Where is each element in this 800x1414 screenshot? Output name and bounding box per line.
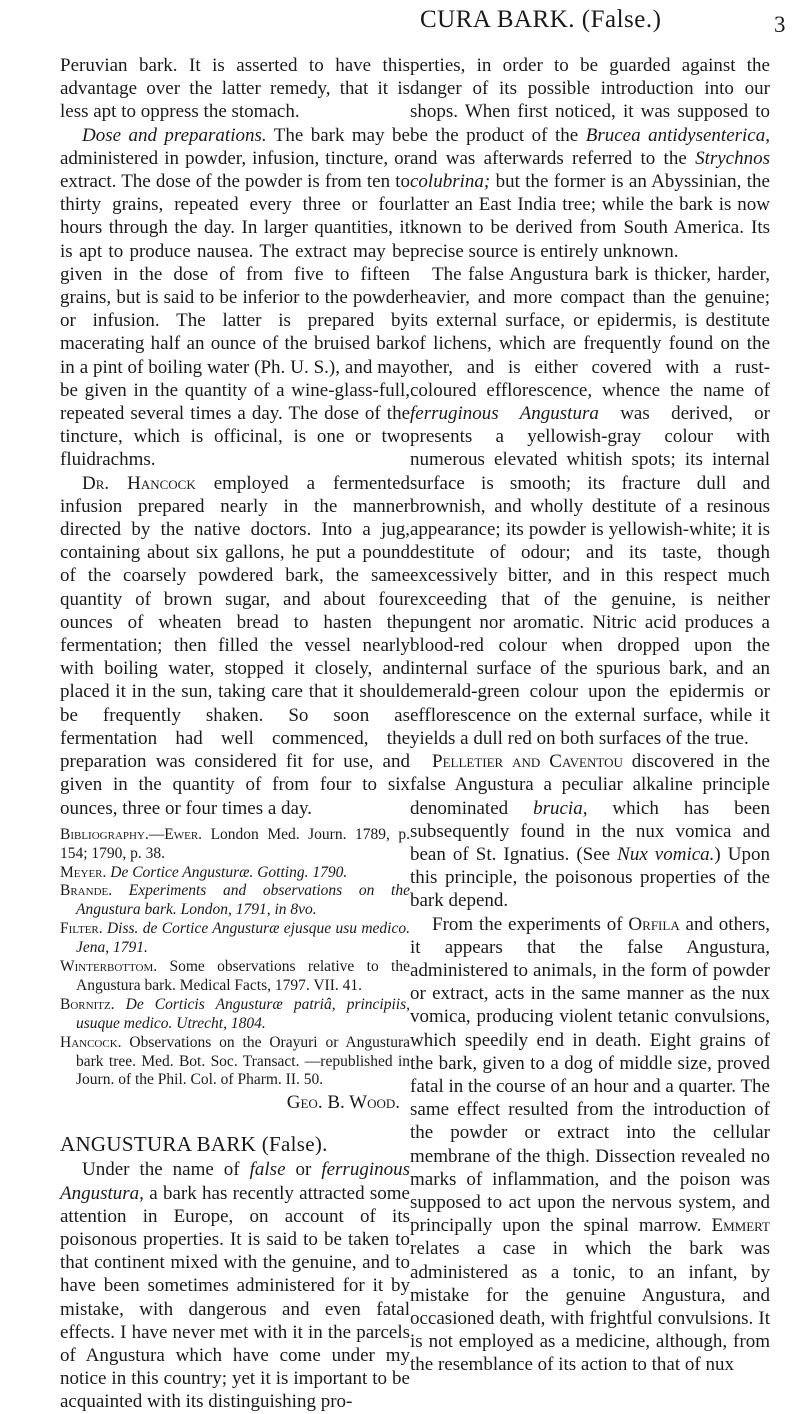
left-column: [60, 54, 410, 1414]
right-column: [410, 54, 770, 1377]
bibliography-entry: Bibliography.—Ewer. London Med. Journ. 1789, p. 154; 1790, p. 38.: [60, 825, 410, 862]
article-heading: ANGUSTURA BARK (False).: [60, 1132, 328, 1157]
paragraph: perties, in order to be guarded against the danger of its possible introduction into our shops. When first noticed, it was supposed to be the product of the Brucea antidysenterica, and was afterwards referred to the Strychnos colubrina; but the former is an Abyssinian, the latter an East India tree; while the bark is now known to be derived from South America. Its precise source is entirely unknown.: [410, 55, 770, 262]
author-name: Orfila: [628, 913, 680, 935]
bibliography-entry: Brande. Experiments and observations on the Angustura bark. London, 1791, in 8vo.: [60, 882, 410, 919]
paragraph: Peruvian bark. It is asserted to have this advantage over the latter remedy, that it is less apt to oppress the stomach.: [60, 55, 410, 123]
author-name: Emmert: [711, 1215, 770, 1237]
paragraph: From the experiments of Orfila and others, it appears that the false Angustura, administered to animals, in the form of powder or extract, acts in the same manner as the nux vomica, producing violent tetanic convulsions, which speedily end in death. Eight grains of the bark, given to a dog of middle size, proved fatal in the course of an hour and a quarter. The same effect resulted from the introduction of the powder or extract into the cellular membrane of the thigh. Dissection revealed no marks of inflammation, and the poison was supposed to act upon the nervous system, and principally upon the spinal marrow. Emmert relates a case in which the bark was administered as a tonic, to an infant, by mistake for the genuine Angustura, and occasioned death, with frightful convulsions. It is not employed as a medicine, although, from the resemblance of its action to that of nux: [410, 913, 770, 1376]
page-number: 3: [774, 12, 786, 37]
paragraph-hancock: Dr. Hancock employed a fermented infusion prepared nearly in the manner directed by the native doctors. Into a jug, containing about six gallons, he put a pound of the coarsely powdered bark, the same quantity of brown sugar, and about four ounces of wheaten bread to hasten the fermentation; then filled the vessel nearly with boiling water, stopped it closely, and placed it in the sun, taking care that it should be frequently shaken. So soon as fermentation had well commenced, the preparation was considered fit for use, and given in the quantity of from four to six ounces, three or four times a day.: [60, 472, 410, 819]
running-head: CURA BARK. (False.): [420, 6, 662, 33]
paragraph: The false Angustura bark is thicker, harder, heavier, and more compact than the genuine; its external surface, or epidermis, is destitute of lichens, which are frequently found on the other, and is either covered with a rust-coloured efflorescence, whence the name of ferruginous Angustura was derived, or presents a yellowish-gray colour with numerous elevated whitish spots; its internal surface is smooth; its fracture dull and brownish, and wholly destitute of a resinous appearance; its powder is yellowish-white; it is destitute of odour; and its taste, though excessively bitter, and in this respect much exceeding that of the genuine, is neither pungent nor aromatic. Nitric acid produces a blood-red colour when dropped upon the internal surface of the spurious bark, and an emerald-green colour upon the epidermis or efflorescence on the external surface, while it yields a dull red on both surfaces of the true.: [410, 263, 770, 749]
bibliography-entry: Meyer. De Cortice Angusturæ. Gotting. 1790.: [60, 863, 348, 881]
author-name: Dr. Hancock: [82, 472, 196, 494]
bibliography-entry: Winterbottom. Some observations relative to the Angustura bark. Medical Facts, 1797. VII. 41.: [60, 958, 410, 994]
bibliography-entry: Filter. Diss. de Cortice Angusturæ ejusque usu medico. Jena, 1791.: [60, 920, 410, 957]
author-signature: Geo. B. Wood.: [286, 1092, 400, 1114]
author-name: Pelletier and Caventou: [432, 751, 623, 773]
bibliography: [60, 826, 410, 1091]
paragraph: Under the name of false or ferruginous Angustura, a bark has recently attracted some attention in Europe, on account of its poisonous properties. It is said to be taken to that continent mixed with the genuine, and to have been sometimes administered for it by mistake, with dangerous and even fatal effects. I have never met with it in the parcels of Angustura which have come under my notice in this country; yet it is important to be acquainted with its distinguishing pro-: [60, 1159, 411, 1413]
bibliography-entry: Bornitz. De Corticis Angusturæ patriâ, principiis, usuque medico. Utrecht, 1804.: [60, 995, 410, 1032]
section-title: Dose and preparations.: [82, 124, 267, 146]
paragraph-dose: Dose and preparations. The bark may be administered in powder, infusion, tincture, or extract. The dose of the powder is from ten to thirty grains, repeated every three or four hours through the day. In larger quantities, it is apt to produce nausea. The extract may be given in the dose of from five to fifteen grains, but is said to be inferior to the powder or infusion. The latter is prepared by macerating half an ounce of the bruised bark in a pint of boiling water (Ph. U. S.), and may be given in the quantity of a wine-glass-full, repeated several times a day. The dose of the tincture, which is officinal, is one or two fluidrachms.: [60, 124, 410, 471]
page-header: [0, 4, 800, 40]
paragraph: Pelletier and Caventou discovered in the false Angustura a peculiar alkaline principle denominated brucia, which has been subsequently found in the nux vomica and bean of St. Ignatius. (See Nux vomica.) Upon this principle, the poisonous properties of the bark depend.: [410, 751, 770, 912]
bibliography-entry: Hancock. Observations on the Orayuri or Angustura bark tree. Med. Bot. Soc. Transact. —republished in Journ. of the Phil. Col. of Pharm. II. 50.: [60, 1033, 410, 1089]
